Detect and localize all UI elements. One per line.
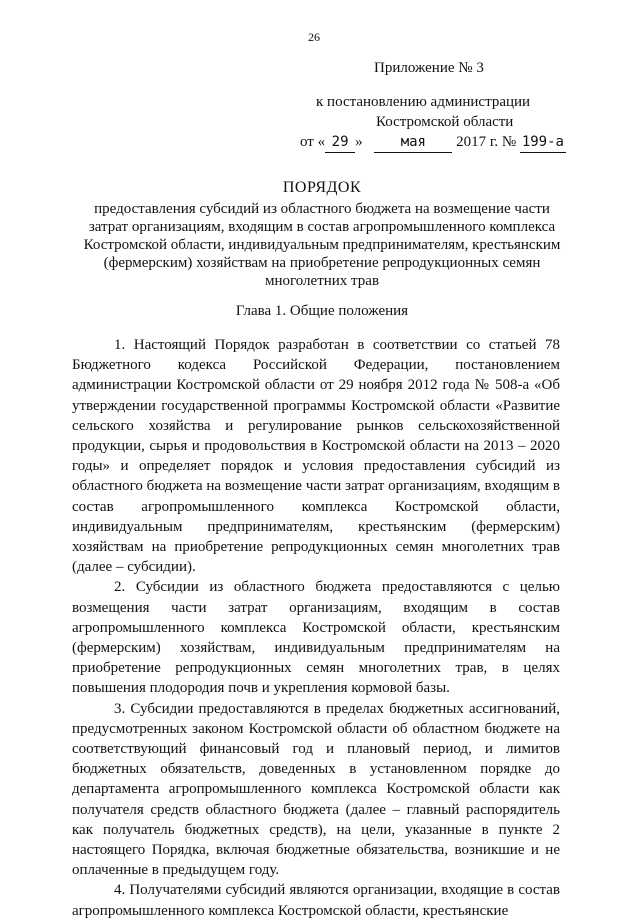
appendix-resolution-line: к постановлению администрации <box>316 94 531 110</box>
subtitle-line: (фермерским) хозяйствам на приобретение репродукционных семян <box>103 255 541 271</box>
page-number: 26 <box>308 30 320 44</box>
document-heading-block <box>60 178 584 198</box>
date-prefix: от « <box>300 134 326 150</box>
handwritten-month: мая <box>374 132 452 153</box>
appendix-date-line <box>300 132 610 153</box>
paragraph-4: 4. Получателями субсидий являются организации, входящие в состав агропромышленного комплекса Костромской области, крестьянские <box>72 882 560 919</box>
paragraph-1: 1. Настоящий Порядок разработан в соответствии со статьей 78 Бюджетного кодекса Российской Федерации, постановлением администрации Костромской области от 29 ноября 2012 года № 508-а «Об утверждении государственной программы Костромской области «Развитие сельского хозяйства и регулирование рынков сельскохозяйственной продукции, сырья и продовольствия в Костромской области на 2013 – 2020 годы» и определяет порядок и условия предоставления субсидий из областного бюджета на возмещение части затрат организациям, входящим в состав агропромышленного комплекса Костромской области, индивидуальным предпринимателям, крестьянским (фермерским) хозяйствам на приобретение репродукционных семян многолетних трав (далее – субсидии). <box>72 337 560 576</box>
subtitle-line: затрат организациям, входящим в состав агропромышленного комплекса <box>88 219 556 235</box>
chapter-title: Глава 1. Общие положения <box>235 303 409 319</box>
date-year-text: 2017 г. № <box>456 134 517 150</box>
appendix-block <box>300 58 610 153</box>
paragraph-2: 2. Субсидии из областного бюджета предоставляются с целью возмещения части затрат организациям, входящим в состав агропромышленного комплекса Костромской области, крестьянским (фермерским) хозяйствам, индивидуальным предпринимателям на приобретение репродукционных семян многолетних трав, в целях повышения плодородия почв и укрепления кормовой базы. <box>72 579 560 697</box>
date-day-suffix: » <box>355 134 363 150</box>
subtitle-line: Костромской области, индивидуальным предпринимателям, крестьянским <box>83 237 561 253</box>
appendix-label: Приложение № 3 <box>374 60 484 76</box>
appendix-region-line: Костромской области <box>376 114 514 130</box>
subtitle-line: многолетних трав <box>264 273 380 289</box>
subtitle-line: предоставления субсидий из областного бюджета на возмещение части <box>94 201 550 217</box>
document-heading: ПОРЯДОК <box>282 179 362 196</box>
handwritten-number: 199-а <box>520 132 566 153</box>
handwritten-day: 29 <box>325 132 355 153</box>
paragraph-3: 3. Субсидии предоставляются в пределах бюджетных ассигнований, предусмотренных законом Костромской области об областном бюджете на соответствующий финансовый год и плановый период, и лимитов бюджетных обязательств, доведенных в установленном порядке до департамента агропромышленного комплекса Костромской области как получателя средств областного бюджета (далее – главный распорядитель как получатель бюджетных средств), на цели, указанные в пункте 2 настоящего Порядка, включая бюджетные обязательства, возникшие и не оплаченные в предыдущем году. <box>72 700 560 879</box>
document-subtitle <box>60 200 584 290</box>
document-body <box>72 335 560 921</box>
